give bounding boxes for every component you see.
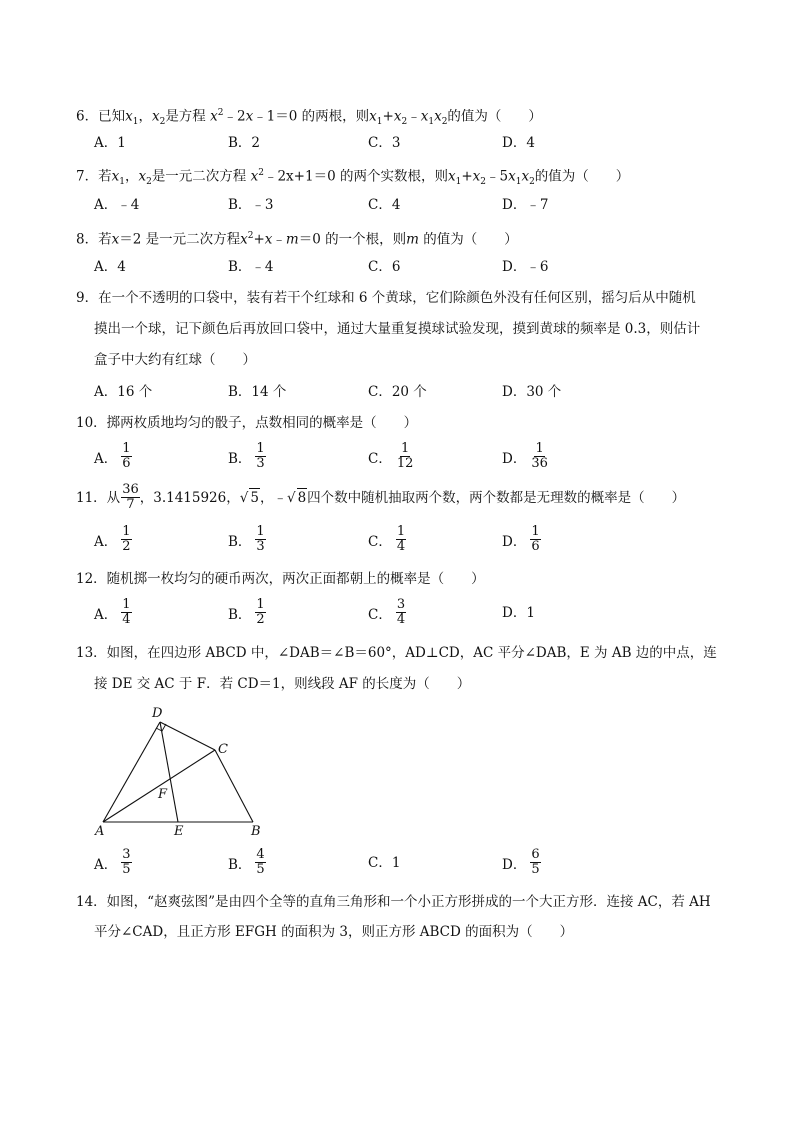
point-label-f: F (158, 787, 168, 802)
vertex-label-c: C (218, 742, 228, 757)
q13-option-d[interactable]: D． $\frac{6}{5}$ (502, 847, 540, 877)
q8-option-b[interactable]: B．﹣4 (228, 259, 274, 275)
fraction: $\frac{1}{4}$ (122, 597, 131, 627)
sqrt-sign: √ (286, 489, 296, 506)
q13-option-a[interactable]: A． $\frac{3}{5}$ (94, 847, 131, 877)
fraction: $\frac{1}{12}$ (396, 441, 414, 471)
q9-option-b[interactable]: B．14 个 (228, 384, 287, 400)
q6-option-c[interactable]: C．3 (368, 135, 401, 151)
q9-option-a[interactable]: A．16 个 (94, 384, 153, 400)
fraction: $\frac{1}{3}$ (256, 524, 265, 554)
question-12: 12．随机掷一枚均匀的硬币两次，两次正面都朝上的概率是（ ） (76, 571, 485, 587)
edge-cd (160, 722, 215, 750)
vertex-label-a: A (95, 824, 105, 839)
q11-option-b[interactable]: B． $\frac{1}{3}$ (228, 524, 265, 554)
q6-option-d[interactable]: D．4 (502, 135, 535, 151)
sqrt-sign: √ (239, 489, 249, 506)
q8-option-c[interactable]: C．6 (368, 259, 401, 275)
q12-option-c[interactable]: C． $\frac{3}{4}$ (368, 597, 406, 627)
question-13-line-2: 接 DE 交 AC 于 F．若 CD＝1，则线段 AF 的长度为（ ） (94, 676, 471, 692)
q8-option-a[interactable]: A．4 (94, 259, 126, 275)
question-6: 6．已知$x_1$，$x_2$是方程 $x^2﹣2x﹣1=0$ 的两根，则$x_1+x_2﹣x_1x_2$的值为（ ） (76, 108, 542, 128)
question-13-line-1: 13．如图，在四边形 ABCD 中，∠DAB＝∠B＝60°，AD⊥CD，AC 平分∠DAB，E 为 AB 边的中点，连 (76, 645, 717, 661)
vertex-label-b: B (251, 824, 261, 839)
fraction: $\frac{3}{4}$ (396, 597, 406, 627)
q13-option-b[interactable]: B． $\frac{4}{5}$ (228, 847, 265, 877)
q11-option-d[interactable]: D． $\frac{1}{6}$ (502, 524, 540, 554)
q13-option-c[interactable]: C．1 (368, 855, 401, 871)
point-label-e: E (174, 824, 184, 839)
fraction: $\frac{3}{5}$ (122, 847, 131, 877)
q7-option-c[interactable]: C．4 (368, 197, 401, 213)
question-14-line-1: 14．如图，“赵爽弦图”是由四个全等的直角三角形和一个小正方形拼成的一个大正方形．连接 AC，若 AH (76, 894, 711, 910)
q7-option-a[interactable]: A．﹣4 (94, 197, 140, 213)
q7-option-b[interactable]: B．﹣3 (228, 197, 274, 213)
question-8: 8．若x＝2 是一元二次方程$x^2+x﹣m=0$ 的一个根，则m 的值为（ ） (76, 231, 518, 248)
q8-option-d[interactable]: D．﹣6 (502, 259, 549, 275)
q9-option-d[interactable]: D．30 个 (502, 384, 562, 400)
q10-option-c[interactable]: C． $\frac{1}{12}$ (368, 441, 414, 471)
question-9-line-2: 摸出一个球，记下颜色后再放回口袋中，通过大量重复摸球试验发现，摸到黄球的频率是 0.3，则估计 (94, 321, 701, 337)
q11-option-a[interactable]: A． $\frac{1}{2}$ (94, 524, 131, 554)
fraction: $\frac{1}{36}$ (531, 441, 548, 471)
q10-option-a[interactable]: A． $\frac{1}{6}$ (94, 441, 131, 471)
question-7: 7．若$x_1$，$x_2$是一元二次方程 $x^2﹣2x+1=0$ 的两个实数根，则$x_1+x_2﹣5x_1x_2$的值为（ ） (76, 168, 630, 188)
q6-option-b[interactable]: B．2 (228, 135, 261, 151)
edge-da (103, 722, 160, 822)
fraction: $\frac{4}{5}$ (256, 847, 265, 877)
edge-bc (215, 750, 253, 822)
fraction: $\frac{1}{2}$ (122, 524, 131, 554)
fraction: $\frac{1}{2}$ (256, 597, 265, 627)
q12-option-b[interactable]: B． $\frac{1}{2}$ (228, 597, 265, 627)
fraction: $\frac{1}{4}$ (396, 524, 406, 554)
q7-option-d[interactable]: D．﹣7 (502, 197, 549, 213)
q10-option-d[interactable]: D． $\frac{1}{36}$ (502, 441, 548, 471)
fraction: $\frac{1}{3}$ (256, 441, 265, 471)
question-14-line-2: 平分∠CAD，且正方形 EFGH 的面积为 3，则正方形 ABCD 的面积为（ ） (94, 924, 574, 940)
fraction: $\frac{6}{5}$ (531, 847, 540, 877)
q11-option-c[interactable]: C． $\frac{1}{4}$ (368, 524, 406, 554)
fraction: $\frac{36}{7}$ (122, 482, 139, 512)
question-9-line-1: 9．在一个不透明的口袋中，装有若干个红球和 6 个黄球，它们除颜色外没有任何区别，摇匀后从中随机 (76, 290, 696, 306)
diagonal-ac (103, 750, 215, 822)
question-11: 11．从 $\frac{36}{7}$ ，3.1415926， √ 5 ，﹣ √ 8 四个数中随机抽取两个数，两个数都是无理数的概率是（ ） (76, 482, 686, 512)
question-9-line-3: 盒子中大约有红球（ ） (94, 352, 256, 368)
quadrilateral-figure (90, 702, 280, 840)
segment-de (160, 722, 178, 822)
q6-option-a[interactable]: A．1 (94, 135, 126, 151)
fraction: $\frac{1}{6}$ (122, 441, 131, 471)
q12-option-a[interactable]: A． $\frac{1}{4}$ (94, 597, 131, 627)
q12-option-d[interactable]: D．1 (502, 605, 535, 621)
q9-option-c[interactable]: C．20 个 (368, 384, 427, 400)
vertex-label-d: D (152, 706, 163, 721)
q10-option-b[interactable]: B． $\frac{1}{3}$ (228, 441, 265, 471)
fraction: $\frac{1}{6}$ (531, 524, 540, 554)
question-10: 10．掷两枚质地均匀的骰子，点数相同的概率是（ ） (76, 415, 418, 431)
